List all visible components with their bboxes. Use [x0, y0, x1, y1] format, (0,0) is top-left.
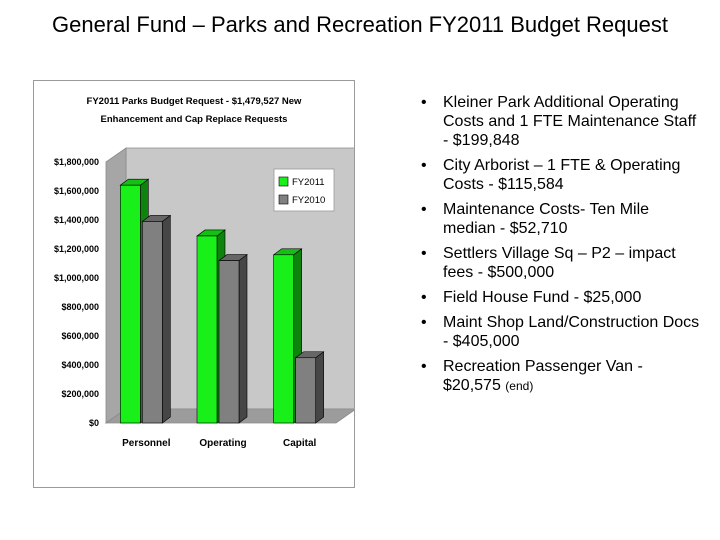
bar-fy2011-personnel — [120, 185, 140, 423]
bar-fy2011-operating — [197, 236, 217, 423]
budget-item-text: Settlers Village Sq – P2 – impact fees - $500,000 — [443, 245, 676, 281]
chart-title-line: Enhancement and Cap Replace Requests — [100, 114, 288, 125]
bar-side-fy2010 — [316, 352, 324, 423]
bar-fy2010-operating — [219, 261, 239, 423]
budget-item — [415, 156, 705, 194]
y-tick-label: $1,200,000 — [53, 244, 99, 254]
budget-item — [415, 357, 705, 396]
y-tick-label: $1,000,000 — [53, 273, 99, 283]
bullet-icon: • — [421, 314, 427, 331]
bullet-icon: • — [421, 94, 427, 111]
budget-item-note: (end) — [505, 379, 534, 393]
budget-item — [415, 288, 705, 307]
bullet-icon: • — [421, 201, 427, 218]
y-tick-label: $1,800,000 — [53, 157, 99, 167]
budget-item-text: Kleiner Park Additional Operating Costs and 1 FTE Maintenance Staff - $199,848 — [443, 94, 697, 149]
budget-item — [415, 313, 705, 351]
bar-side-fy2010 — [239, 255, 247, 423]
y-tick-label: $0 — [88, 418, 99, 428]
budget-item-text: Recreation Passenger Van - $20,575 — [443, 358, 643, 394]
legend-label-fy2011: FY2011 — [292, 177, 325, 188]
y-tick-label: $1,400,000 — [53, 215, 99, 225]
bar-fy2010-personnel — [142, 221, 162, 423]
budget-item — [415, 244, 705, 282]
budget-chart — [33, 80, 355, 488]
legend-swatch-fy2010 — [279, 195, 288, 204]
legend-swatch-fy2011 — [279, 177, 288, 186]
bar-fy2011-capital — [274, 255, 294, 423]
y-tick-label: $600,000 — [61, 331, 99, 341]
bullet-icon: • — [421, 245, 427, 262]
y-tick-label: $400,000 — [61, 360, 99, 370]
budget-item-text: Maintenance Costs- Ten Mile median - $52,710 — [443, 201, 650, 237]
budget-item-text: City Arborist – 1 FTE & Operating Costs - $115,584 — [443, 157, 681, 193]
budget-item-text: Maint Shop Land/Construction Docs - $405,000 — [443, 314, 700, 350]
bullet-icon: • — [421, 358, 427, 375]
budget-item — [415, 200, 705, 238]
bullet-icon: • — [421, 157, 427, 174]
y-tick-label: $1,600,000 — [53, 186, 99, 196]
legend-label-fy2010: FY2010 — [292, 195, 326, 206]
x-category-label: Capital — [282, 438, 317, 449]
slide-title: General Fund – Parks and Recreation FY2011 Budget Request — [52, 12, 668, 37]
chart-canvas — [34, 81, 354, 487]
budget-items-list — [415, 93, 705, 402]
budget-item-text: Field House Fund - $25,000 — [443, 289, 642, 306]
y-tick-label: $200,000 — [61, 389, 99, 399]
budget-item — [415, 93, 705, 150]
x-category-label: Operating — [199, 438, 247, 449]
y-tick-label: $800,000 — [61, 302, 99, 312]
bar-side-fy2010 — [162, 215, 170, 423]
bar-fy2010-capital — [296, 358, 316, 423]
bullet-icon: • — [421, 289, 427, 306]
x-category-label: Personnel — [122, 438, 171, 449]
chart-title-line: FY2011 Parks Budget Request - $1,479,527 New — [86, 96, 302, 107]
